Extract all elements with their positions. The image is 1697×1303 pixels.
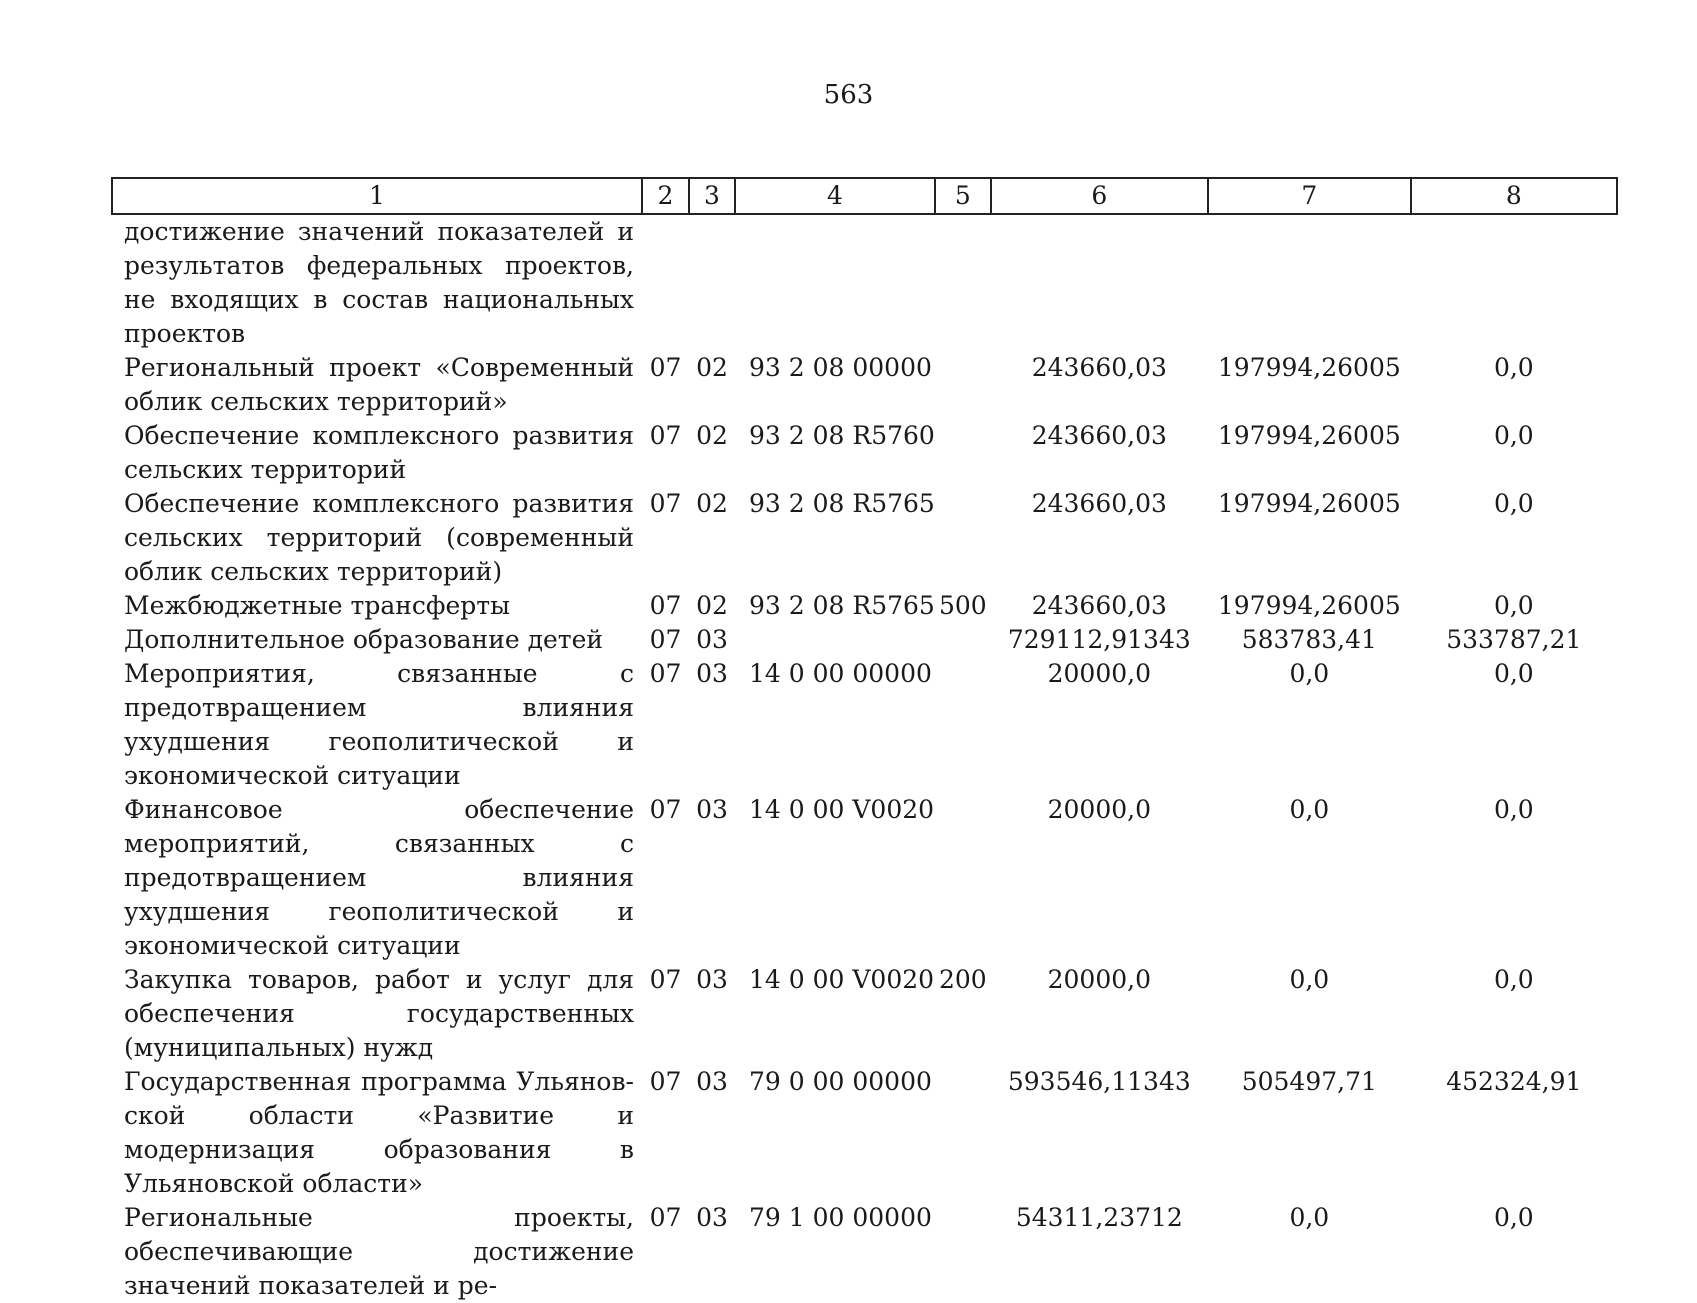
row-amount-col8: 0,0 [1493,1203,1534,1232]
row-target-article [735,623,935,657]
table-row [112,351,1617,419]
row-section: 07 [649,1067,682,1096]
row-amount-col6: 54311,23712 [1015,1203,1183,1232]
row-expense-type [935,419,991,487]
row-expense-type [935,351,991,419]
row-subsection: 03 [696,795,728,824]
row-expense-type: 200 [938,965,987,994]
row-amount-col7: 197994,26005 [1217,353,1401,382]
row-subsection: 03 [696,1203,728,1232]
table-row [112,963,1617,1065]
table-row [112,793,1617,963]
row-subsection: 03 [696,659,728,688]
row-target-article: 93 2 08 00000 [749,353,932,382]
row-amount-col7: 0,0 [1289,795,1330,824]
row-target-article: 14 0 00 V0020 [749,795,935,824]
row-target-article: 79 1 00 00000 [749,1203,932,1232]
row-target-article [735,214,935,351]
row-section: 07 [649,659,682,688]
row-section: 07 [649,489,682,518]
row-name: Дополнительное образование детей [124,625,604,654]
row-target-article: 79 0 00 00000 [749,1067,932,1096]
row-amount-col6: 729112,91343 [1007,625,1191,654]
row-expense-type [935,793,991,963]
row-amount-col8: 0,0 [1493,795,1534,824]
row-amount-col7: 505497,71 [1241,1067,1377,1096]
row-subsection: 03 [696,625,728,654]
row-amount-col7 [1208,214,1411,351]
header-col-8: 8 [1411,178,1617,214]
row-expense-type: 500 [938,591,987,620]
row-name: Финансовое обеспечение мероприятий, связанных с предотвращением влияния ухудшения геополитической и экономической ситуации [124,795,634,960]
row-name: Обеспечение комплексного развития сельских территорий (современный облик сельских территорий) [124,489,634,586]
row-amount-col6: 243660,03 [1031,421,1167,450]
row-amount-col6: 20000,0 [1047,795,1152,824]
header-col-1: 1 [112,178,642,214]
row-amount-col7: 197994,26005 [1217,489,1401,518]
row-target-article: 93 2 08 R5760 [749,421,935,450]
row-amount-col7: 0,0 [1289,1203,1330,1232]
header-col-3: 3 [689,178,735,214]
header-col-4: 4 [735,178,935,214]
row-expense-type [935,214,991,351]
row-amount-col6: 243660,03 [1031,489,1167,518]
table-row [112,214,1617,351]
row-section: 07 [649,795,682,824]
row-name: Региональные проекты, обеспечивающие достижение значений показателей и ре- [124,1203,634,1300]
row-amount-col6 [991,214,1208,351]
row-amount-col8: 0,0 [1493,965,1534,994]
row-subsection: 02 [696,421,728,450]
row-amount-col6: 20000,0 [1047,659,1152,688]
row-target-article: 14 0 00 V0020 [749,965,935,994]
table-header [112,178,1617,214]
header-col-6: 6 [991,178,1208,214]
page-number: 563 [823,80,874,110]
table-row [112,1201,1617,1303]
row-amount-col7: 583783,41 [1241,625,1377,654]
row-amount-col8: 452324,91 [1446,1067,1582,1096]
row-section: 07 [649,965,682,994]
row-amount-col8: 0,0 [1493,353,1534,382]
header-row [112,178,1617,214]
table-row [112,419,1617,487]
row-expense-type [935,623,991,657]
row-name: достижение значений показателей и результатов федеральных проектов, не входящих в состав национальных проектов [124,217,634,348]
row-section [642,214,689,351]
table-row [112,1065,1617,1201]
row-section: 07 [649,625,682,654]
row-amount-col8: 533787,21 [1446,625,1582,654]
row-amount-col6: 593546,11343 [1007,1067,1191,1096]
row-section: 07 [649,1203,682,1232]
row-target-article: 93 2 08 R5765 [749,591,935,620]
header-col-7: 7 [1208,178,1411,214]
row-name: Межбюджетные трансферты [124,591,511,620]
row-name: Региональный проект «Современный облик сельских территорий» [124,353,634,416]
row-expense-type [935,1201,991,1303]
row-amount-col8: 0,0 [1493,421,1534,450]
row-amount-col8: 0,0 [1493,591,1534,620]
row-name: Закупка товаров, работ и услуг для обеспечения государственных (муниципальных) нужд [124,965,634,1062]
row-amount-col8: 0,0 [1493,489,1534,518]
row-subsection: 03 [696,1067,728,1096]
row-expense-type [935,1065,991,1201]
row-subsection: 02 [696,353,728,382]
table-row [112,657,1617,793]
row-amount-col6: 243660,03 [1031,591,1167,620]
row-name: Мероприятия, связанные с предотвращением влияния ухудшения геополитической и экономической ситуации [124,659,634,790]
row-amount-col7: 0,0 [1289,965,1330,994]
row-amount-col8: 0,0 [1493,659,1534,688]
row-name: Обеспечение комплексного развития сельских территорий [124,421,634,484]
table-row [112,589,1617,623]
row-expense-type [935,487,991,589]
table-row [112,487,1617,589]
row-target-article: 93 2 08 R5765 [749,489,935,518]
row-amount-col6: 243660,03 [1031,353,1167,382]
row-section: 07 [649,353,682,382]
row-subsection: 03 [696,965,728,994]
row-target-article: 14 0 00 00000 [749,659,932,688]
budget-table [111,177,1618,1303]
row-subsection: 02 [696,591,728,620]
row-subsection: 02 [696,489,728,518]
header-col-2: 2 [642,178,689,214]
row-amount-col6: 20000,0 [1047,965,1152,994]
table-body [112,214,1617,1303]
row-section: 07 [649,421,682,450]
row-amount-col7: 0,0 [1289,659,1330,688]
row-section: 07 [649,591,682,620]
row-amount-col7: 197994,26005 [1217,421,1401,450]
row-amount-col7: 197994,26005 [1217,591,1401,620]
row-amount-col8 [1411,214,1617,351]
row-subsection [689,214,735,351]
table-row [112,623,1617,657]
row-expense-type [935,657,991,793]
header-col-5: 5 [935,178,991,214]
row-name: Государственная программа Ульяновской области «Развитие и модернизация образования в Ульяновской области» [124,1067,634,1198]
